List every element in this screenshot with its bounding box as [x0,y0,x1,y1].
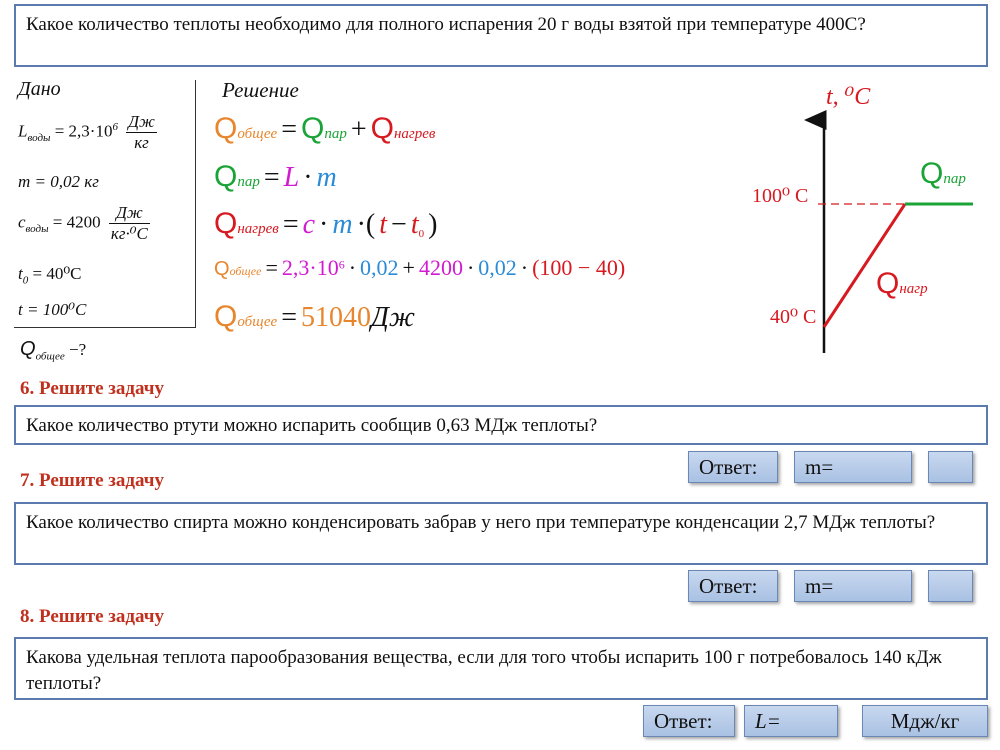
given-t: t = 100⁰C [18,300,87,319]
task6-answer-label[interactable]: Ответ: [688,451,778,483]
problem-top-box [14,4,988,67]
task7-answer-unit[interactable] [928,570,973,602]
heating-segment [824,204,905,327]
task6-answer-unit[interactable] [928,451,973,483]
task7-answer-label[interactable]: Ответ: [688,570,778,602]
task7-box [14,502,988,565]
task6-text: Какое количество ртути можно испарить сообщив 0,63 МДж теплоты? [26,415,598,436]
task6-heading: 6. Решите задачу [20,378,164,399]
graph-tick-100: 100⁰ C [752,185,809,207]
given-c: $c_{воды} = 4200$ $\frac{Дж}{\text{кг·⁰C}}$ [18,203,148,243]
equation-vaporization: Qпар = L · m [214,160,337,193]
task8-text: Какова удельная теплота парообразования вещества, если для того чтобы испарить 100 г потребовалось 140 кДж теплоты? [26,647,942,694]
equation-heating: Qнагрев = c · m ·( $t - t_0$ ) [214,207,438,241]
given-divider-vertical [195,80,196,328]
solution-title: Решение [222,78,299,102]
task7-text: Какое количество спирта можно конденсировать забрав у него при температуре конденсации 2,7 МДж теплоты? [26,512,936,533]
problem-top-text: Какое количество теплоты необходимо для полного испарения 20 г воды взятой при температуре 400С? [26,14,866,35]
graph-label-heating: Qнагр [876,267,928,300]
equation-result: Qобщее = 51040Дж [214,300,415,333]
task8-answer-label[interactable]: Ответ: [643,705,735,737]
given-find: $Q_{общее}$ −? [20,338,87,363]
graph-y-label: t, ⁰C [826,84,871,110]
task8-box [14,637,988,700]
task6-answer-input[interactable]: m= [794,451,912,483]
equation-total: Qобщее = Qпар + Qнагрев [214,112,436,145]
given-divider-horizontal [14,327,196,328]
given-L: $L_{воды} = 2,3\cdot 10^6$ $\frac{Дж}{кг}$ [18,112,155,152]
task8-answer-unit[interactable]: Мдж/кг [862,705,988,737]
task7-heading: 7. Решите задачу [20,470,164,491]
task6-box [14,405,988,445]
given-title: Дано [18,78,61,100]
task7-answer-input[interactable]: m= [794,570,912,602]
equation-substitution: Qобщее = $2,3\cdot 10^6 \cdot 0,02 + 4200 \cdot 0,02 \cdot (100 - 40)$ [214,255,626,280]
graph-label-vaporization: Qпар [920,157,966,190]
graph-tick-40: 40⁰ C [770,306,817,328]
task8-answer-input[interactable]: L= [744,705,838,737]
task8-heading: 8. Решите задачу [20,606,164,627]
given-m: m = 0,02 кг [18,172,99,191]
given-t0: $t_0 = 40^0C$ [18,264,82,287]
